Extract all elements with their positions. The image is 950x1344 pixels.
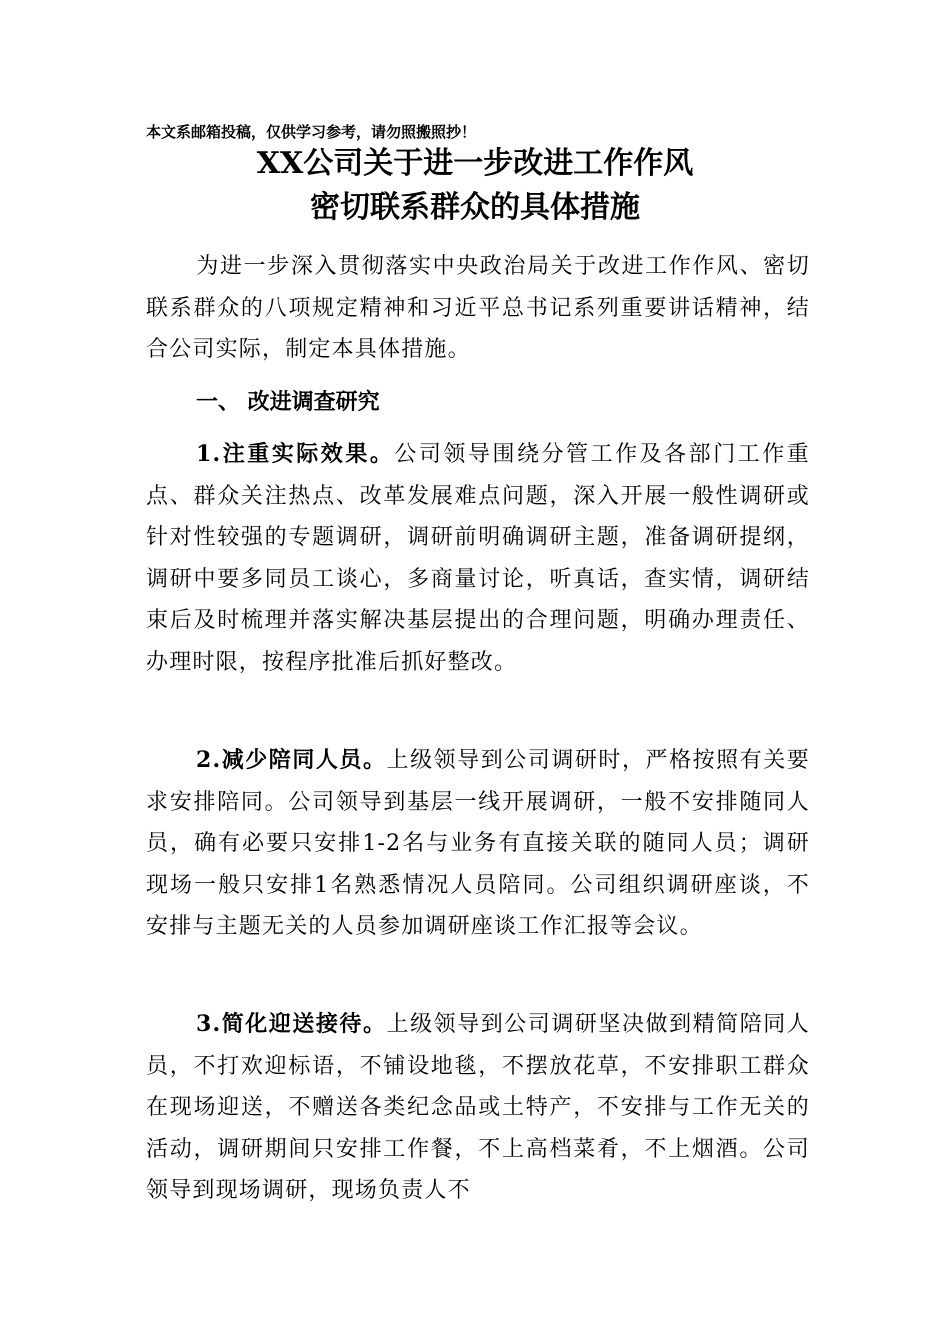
measure-lead-3: 3.简化迎送接待。 (196, 1011, 387, 1037)
section-heading: 一、 改进调查研究 (196, 389, 380, 415)
measure-lead-2: 2.减少陪同人员。 (196, 747, 387, 773)
document-title-line1: XX公司关于进一步改进工作作风 (256, 146, 694, 181)
intro-text: 为进一步深入贯彻落实中央政治局关于改进工作作风、密切联系群众的八项规定精神和习近平总书记系列重要讲话精神，结合公司实际，制定本具体措施。 (146, 254, 810, 362)
measure-text-2: 上级领导到公司调研时，严格按照有关要求安排陪同。公司领导到基层一线开展调研，一般不安排随同人员，确有必要只安排1-2名与业务有直接关联的随同人员；调研现场一般只安排1名熟悉情况人员陪同。公司组织调研座谈，不安排与主题无关的人员参加调研座谈工作汇报等会议。 (146, 748, 810, 939)
intro-paragraph (146, 246, 810, 371)
document-title-line2: 密切联系群众的具体措施 (310, 190, 640, 225)
measure-text-1: 公司领导围绕分管工作及各部门工作重点、群众关注热点、改革发展难点问题，深入开展一般性调研或针对性较强的专题调研，调研前明确调研主题，准备调研提纲，调研中要多同员工谈心，多商量讨论，听真话，查实情，调研结束后及时梳理并落实解决基层提出的合理问题，明确办理责任、办理时限，按程序批准后抓好整改。 (146, 442, 810, 675)
measure-lead-1: 1.注重实际效果。 (196, 441, 395, 467)
measure-paragraph-1 (146, 434, 810, 683)
measure-paragraph-2 (146, 740, 810, 948)
notice-text: 本文系邮箱投稿，仅供学习参考，请勿照搬照抄！ (146, 123, 477, 141)
measure-paragraph-3 (146, 1004, 810, 1212)
measure-text-3: 上级领导到公司调研坚决做到精简陪同人员，不打欢迎标语，不铺设地毯，不摆放花草，不安排职工群众在现场迎送，不赠送各类纪念品或土特产，不安排与工作无关的活动，调研期间只安排工作餐，不上高档菜肴，不上烟酒。公司领导到现场调研，现场负责人不 (146, 1012, 810, 1203)
